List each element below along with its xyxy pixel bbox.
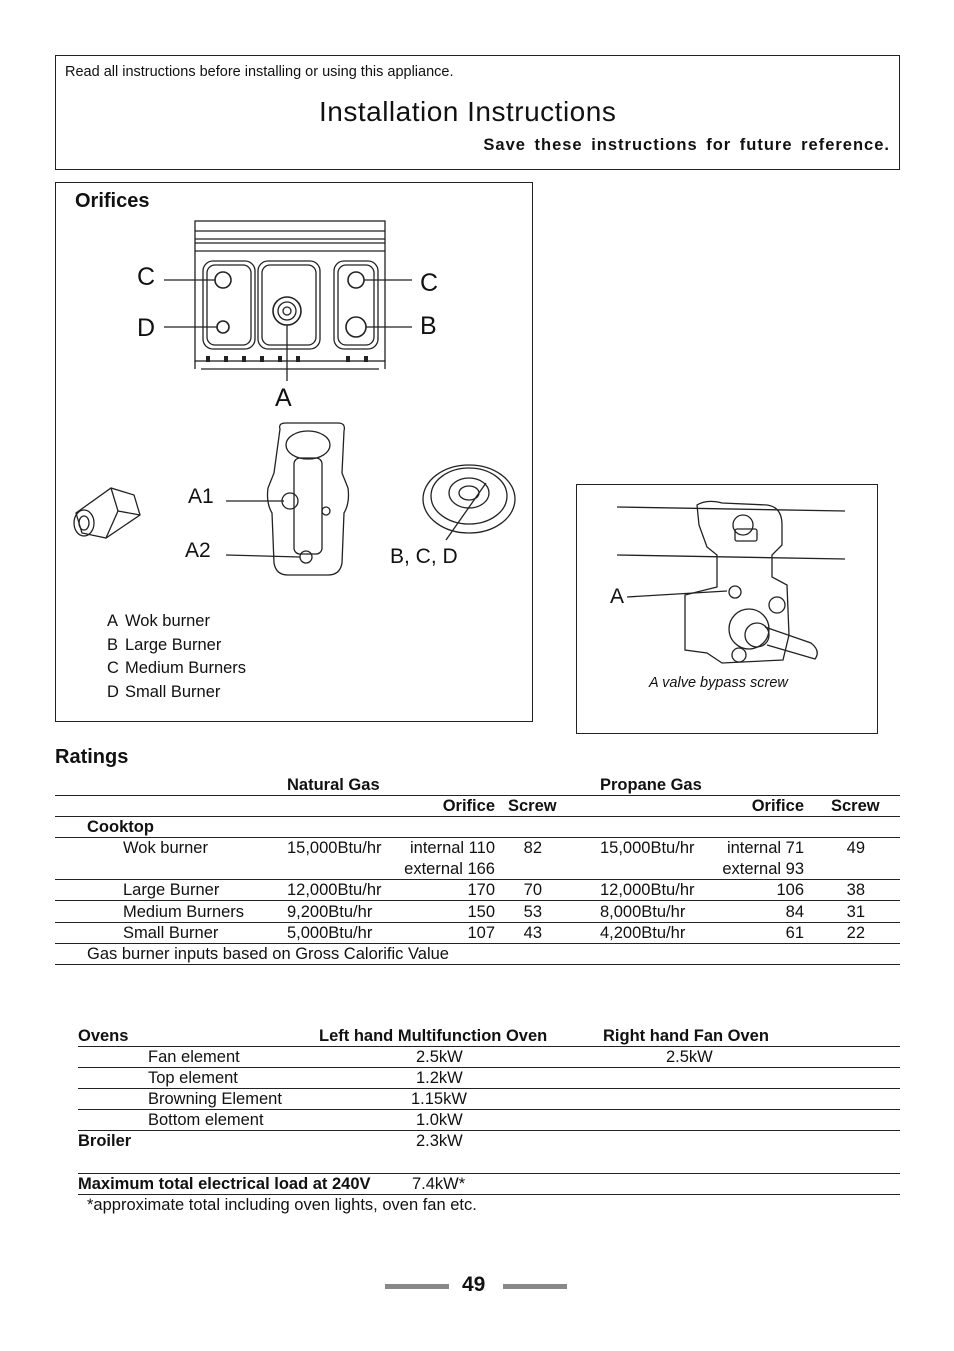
label-a2: A2 [185, 539, 211, 562]
oven-row-name: Fan element [148, 1048, 240, 1066]
ratings-ng-input: 15,000Btu/hr [287, 839, 382, 857]
ratings-row-name: Small Burner [123, 924, 219, 942]
label-a1: A1 [188, 485, 214, 508]
legend-item: D Small Burner [107, 682, 221, 701]
ratings-ng-input: 5,000Btu/hr [287, 924, 373, 942]
ratings-row-name: Large Burner [123, 881, 220, 899]
ratings-pg-orifice: 61 [785, 924, 804, 942]
divider [55, 837, 900, 838]
ratings-ng-screw: 70 [523, 881, 542, 899]
left-oven-header: Left hand Multifunction Oven [319, 1027, 548, 1045]
ratings-ng-screw: 43 [523, 924, 542, 942]
divider [78, 1046, 900, 1047]
right-oven-header: Right hand Fan Oven [603, 1027, 769, 1045]
ratings-pg-screw: 38 [846, 881, 865, 899]
oven-row-left: 1.2kW [416, 1069, 463, 1087]
ratings-ng-orifice: 150 [467, 903, 495, 921]
ratings-ng-orifice: 170 [467, 881, 495, 899]
ratings-title: Ratings [55, 746, 129, 768]
ratings-pg-input: 15,000Btu/hr [600, 839, 695, 857]
divider [78, 1109, 900, 1110]
ratings-ng-orifice: internal 110 [409, 839, 495, 857]
page-title: Installation Instructions [319, 96, 617, 127]
propane-gas-header: Propane Gas [600, 776, 702, 794]
burner-legend [107, 610, 246, 704]
oven-row-left: 2.5kW [416, 1048, 463, 1066]
broiler-value: 2.3kW [416, 1132, 463, 1150]
oven-row-left: 1.0kW [416, 1111, 463, 1129]
page-number: 49 [462, 1273, 486, 1296]
oven-row-left: 1.15kW [411, 1090, 467, 1108]
ratings-pg-orifice: internal 71 [726, 839, 804, 857]
ratings-footnote: Gas burner inputs based on Gross Calorific Value [87, 945, 449, 963]
header-box [55, 55, 900, 170]
valve-label-a: A [610, 585, 625, 608]
ratings-row-name: Wok burner [123, 839, 208, 857]
oven-row-name: Top element [148, 1069, 238, 1087]
ratings-pg-screw: 31 [846, 903, 865, 921]
divider [55, 795, 900, 796]
divider [55, 879, 900, 880]
ratings-row-name: Medium Burners [123, 903, 245, 921]
ng-orifice-header: Orifice [442, 797, 495, 815]
divider [78, 1130, 900, 1131]
cooktop-label: Cooktop [87, 818, 154, 836]
page-number-bar-right [503, 1284, 567, 1289]
broiler-label: Broiler [78, 1132, 132, 1150]
ratings-pg-screw: 22 [846, 924, 865, 942]
label-c-left: C [137, 263, 156, 291]
ratings-pg-screw: 49 [846, 839, 865, 857]
ovens-footnote: *approximate total including oven lights, oven fan etc. [87, 1196, 477, 1214]
legend-item: A Wok burner [107, 612, 210, 630]
divider [55, 964, 900, 965]
ratings-pg-input: 4,200Btu/hr [600, 924, 686, 942]
ng-screw-header: Screw [508, 797, 557, 815]
read-instructions-note: Read all instructions before installing or using this appliance. [65, 64, 454, 80]
ratings-ng-orifice: external 166 [404, 860, 495, 878]
ratings-ng-input: 9,200Btu/hr [287, 903, 373, 921]
ratings-ng-orifice: 107 [467, 924, 495, 942]
ratings-pg-orifice: external 93 [722, 860, 804, 878]
orifices-title: Orifices [75, 190, 150, 212]
label-bcd: B, C, D [390, 545, 458, 568]
divider [78, 1067, 900, 1068]
ovens-header: Ovens [78, 1027, 129, 1045]
ratings-pg-input: 8,000Btu/hr [600, 903, 686, 921]
natural-gas-header: Natural Gas [287, 776, 380, 794]
label-b: B [420, 312, 437, 340]
ratings-ng-input: 12,000Btu/hr [287, 881, 382, 899]
divider [78, 1194, 900, 1195]
max-load-label: Maximum total electrical load at 240V [78, 1175, 371, 1193]
label-d: D [137, 314, 156, 342]
orifices-panel [55, 182, 533, 722]
ratings-pg-input: 12,000Btu/hr [600, 881, 695, 899]
page-number-bar-left [385, 1284, 449, 1289]
divider [55, 816, 900, 817]
divider [55, 900, 900, 901]
label-a: A [275, 384, 292, 412]
save-instructions-note: Save these instructions for future reference. [483, 136, 890, 154]
divider [55, 943, 900, 944]
label-c-right: C [420, 269, 439, 297]
ratings-ng-screw: 53 [523, 903, 542, 921]
oven-row-name: Browning Element [148, 1090, 282, 1108]
ratings-pg-orifice: 84 [785, 903, 804, 921]
ratings-ng-screw: 82 [523, 839, 542, 857]
divider [78, 1088, 900, 1089]
oven-row-name: Bottom element [148, 1111, 264, 1129]
oven-row-right: 2.5kW [666, 1048, 713, 1066]
valve-panel [576, 484, 878, 734]
ratings-pg-orifice: 106 [776, 881, 804, 899]
legend-item: C Medium Burners [107, 659, 247, 678]
max-load-value: 7.4kW* [412, 1175, 466, 1193]
divider [55, 922, 900, 923]
pg-orifice-header: Orifice [751, 797, 804, 815]
valve-caption: A valve bypass screw [649, 675, 788, 691]
valve-diagram [577, 485, 877, 733]
divider [78, 1173, 900, 1174]
pg-screw-header: Screw [831, 797, 880, 815]
legend-item: B Large Burner [107, 635, 222, 654]
